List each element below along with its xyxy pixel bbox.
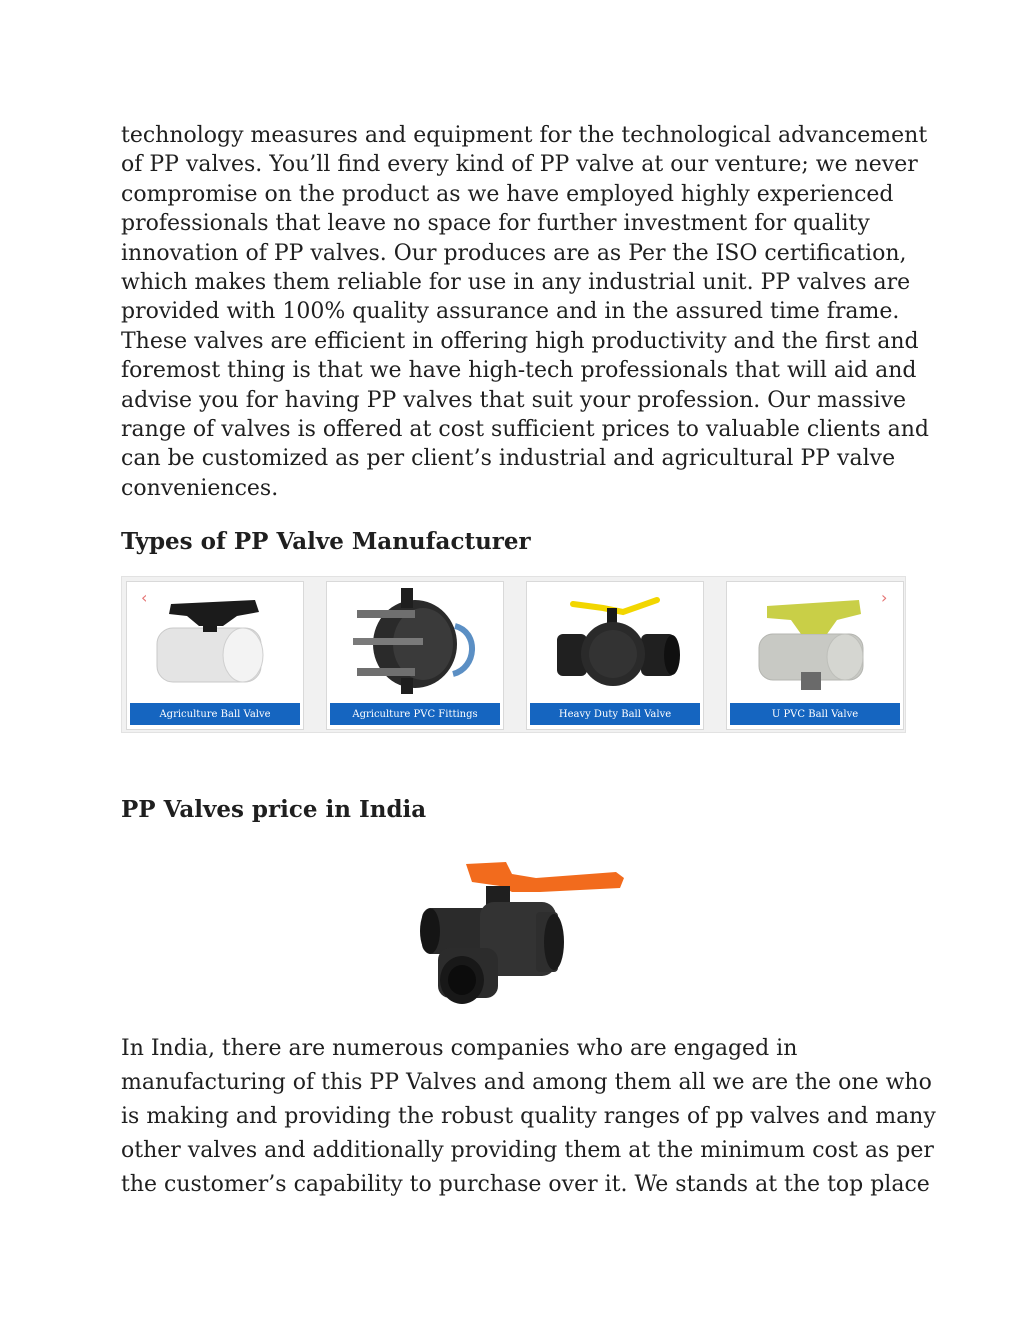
carousel-prev-icon[interactable]: ‹	[141, 588, 148, 607]
upvc-ball-valve-icon	[727, 582, 903, 702]
product-card-heavy-duty-ball-valve[interactable]	[526, 581, 704, 730]
product-caption: Agriculture PVC Fittings	[330, 703, 500, 725]
text-line: the customer’s capability to purchase over it. We stands at the top place	[121, 1172, 930, 1197]
text-line: advise you for having PP valves that suit your profession. Our massive	[121, 387, 907, 413]
product-card-agriculture-pvc-fittings[interactable]	[326, 581, 504, 730]
closing-paragraph	[121, 1032, 936, 1202]
text-line: In India, there are numerous companies who are engaged in	[121, 1036, 798, 1061]
text-line: of PP valves. You’ll find every kind of PP valve at our venture; we never	[121, 152, 918, 178]
intro-paragraph	[121, 121, 929, 503]
product-caption: Heavy Duty Ball Valve	[530, 703, 700, 725]
product-card-upvc-ball-valve[interactable]	[726, 581, 904, 730]
product-caption: U PVC Ball Valve	[730, 703, 900, 725]
product-caption: Agriculture Ball Valve	[130, 703, 300, 725]
heavy-duty-ball-valve-icon	[527, 582, 703, 702]
text-line: which makes them reliable for use in any industrial unit. PP valves are	[121, 270, 911, 296]
ball-valve-black-handle-icon	[127, 582, 303, 702]
text-line: provided with 100% quality assurance and in the assured time frame.	[121, 299, 900, 325]
text-line: manufacturing of this PP Valves and among them all we are the one who	[121, 1070, 932, 1095]
text-line: is making and providing the robust quality ranges of pp valves and many	[121, 1104, 936, 1129]
carousel-next-icon[interactable]: ›	[881, 588, 888, 607]
pvc-fitting-icon	[327, 582, 503, 702]
text-line: These valves are efficient in offering high productivity and the first and	[121, 328, 919, 354]
product-carousel	[121, 576, 906, 733]
text-line: innovation of PP valves. Our produces are as Per the ISO certification,	[121, 240, 907, 266]
text-line: can be customized as per client’s industrial and agricultural PP valve	[121, 446, 896, 472]
text-line: conveniences.	[121, 475, 279, 501]
text-line: foremost thing is that we have high-tech professionals that will aid and	[121, 358, 917, 384]
text-line: compromise on the product as we have employed highly experienced	[121, 181, 894, 207]
text-line: other valves and additionally providing them at the minimum cost as per	[121, 1138, 934, 1163]
text-line: technology measures and equipment for the technological advancement	[121, 123, 928, 148]
price-heading: PP Valves price in India	[121, 796, 427, 823]
text-line: professionals that leave no space for further investment for quality	[121, 211, 870, 237]
text-line: range of valves is offered at cost sufficient prices to valuable clients and	[121, 417, 929, 443]
product-card-agriculture-ball-valve[interactable]	[126, 581, 304, 730]
three-way-valve-orange-handle-icon	[416, 852, 630, 1010]
types-heading: Types of PP Valve Manufacturer	[121, 528, 531, 555]
